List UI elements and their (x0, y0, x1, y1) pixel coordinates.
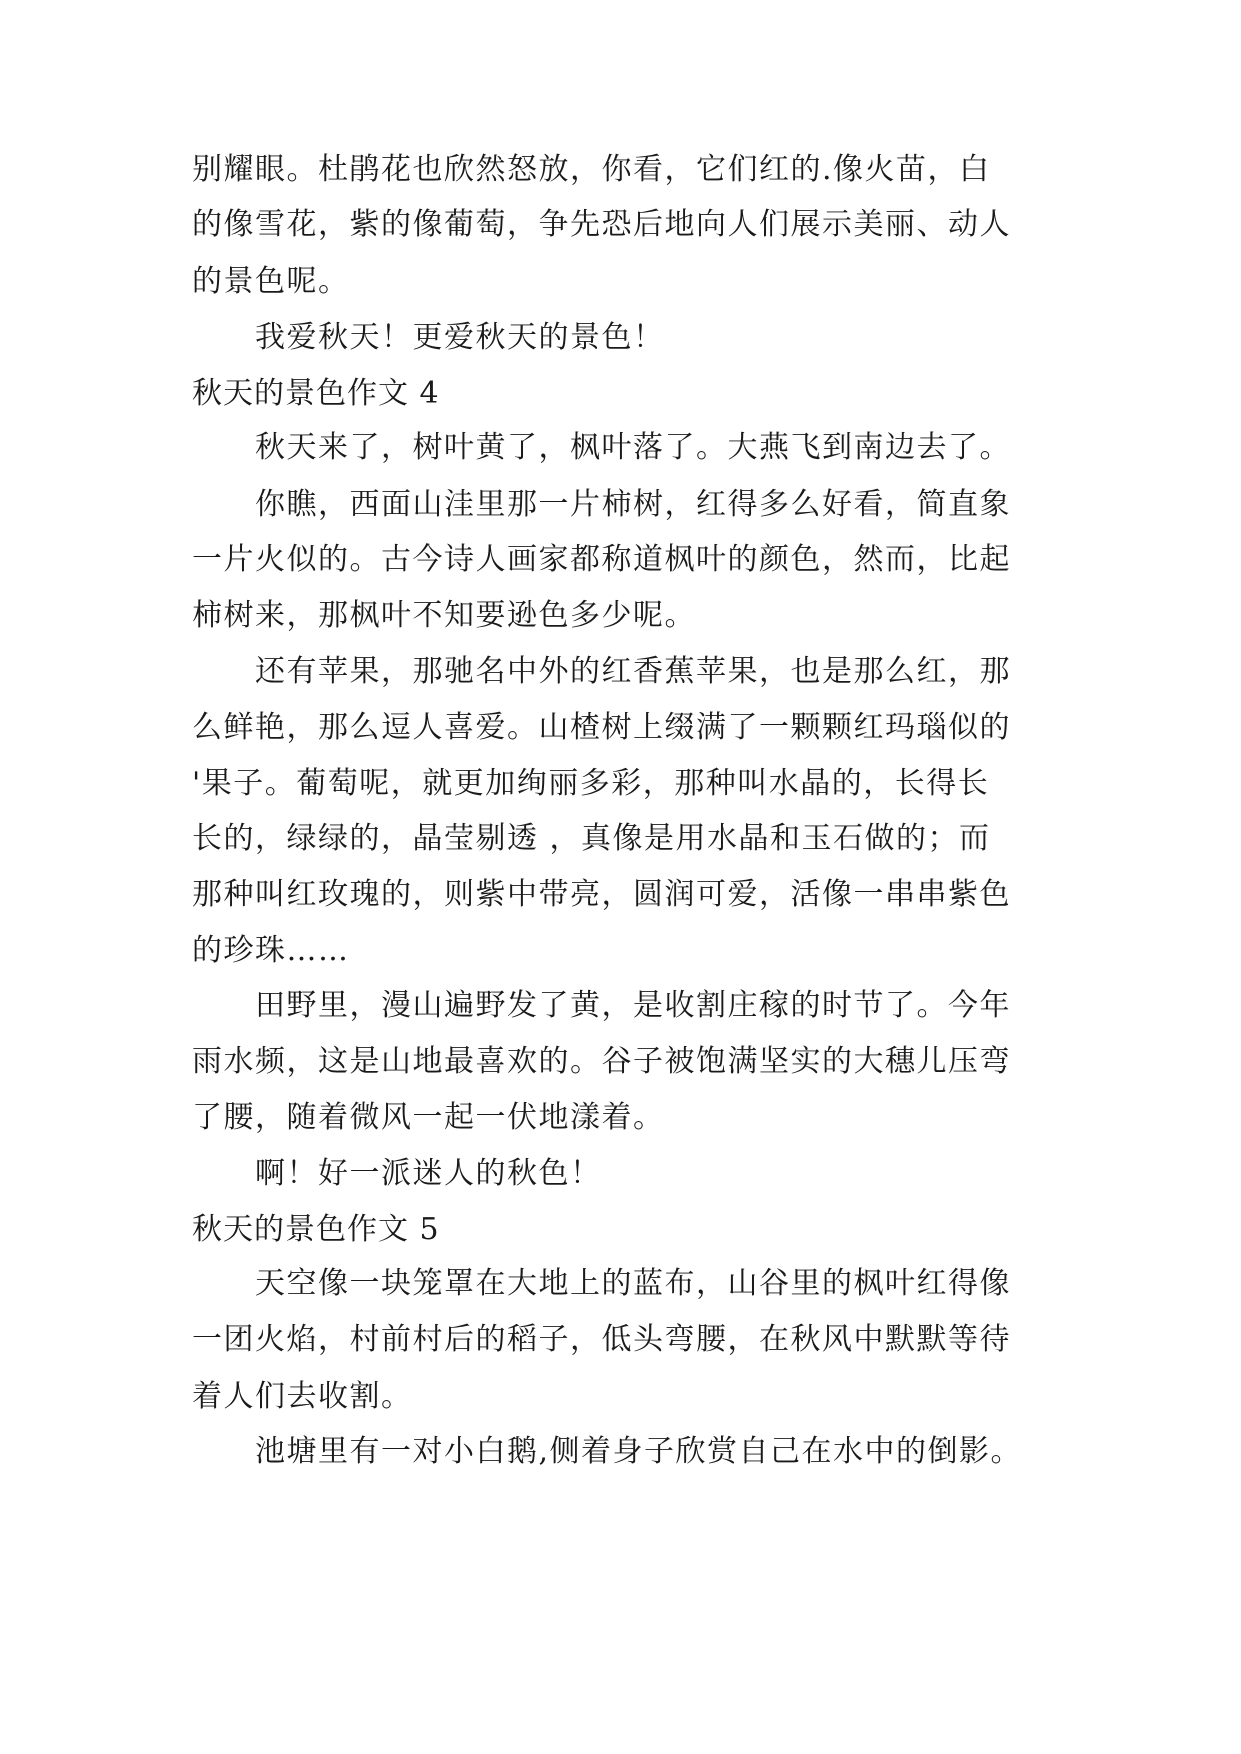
section-heading: 秋天的景色作文 5 (192, 1212, 440, 1247)
text-line: 的景色呢。 (192, 264, 350, 299)
text-line: 雨水频，这是山地最喜欢的。谷子被饱满坚实的大穗儿压弯 (192, 1044, 1011, 1079)
text-line: 着人们去收割。 (192, 1379, 413, 1414)
text-line: 的像雪花，紫的像葡萄，争先恐后地向人们展示美丽、动人 (192, 207, 1011, 242)
text-line: 么鲜艳，那么逗人喜爱。山楂树上缀满了一颗颗红玛瑙似的 (192, 710, 1011, 745)
text-line: 别耀眼。杜鹃花也欣然怒放，你看，它们红的.像火苗，白 (192, 152, 991, 187)
text-line: 的珍珠…… (192, 933, 350, 968)
text-line: 你瞧，西面山洼里那一片柿树，红得多么好看，简直象 (255, 487, 1011, 522)
text-line: 一团火焰，村前村后的稻子，低头弯腰，在秋风中默默等待 (192, 1322, 1011, 1357)
text-line: 天空像一块笼罩在大地上的蓝布，山谷里的枫叶红得像 (255, 1266, 1011, 1301)
text-line: 还有苹果，那驰名中外的红香蕉苹果，也是那么红，那 (255, 654, 1011, 689)
text-line: 我爱秋天！更爱秋天的景色！ (255, 320, 665, 355)
text-line: 那种叫红玫瑰的，则紫中带亮，圆润可爱，活像一串串紫色 (192, 877, 1011, 912)
text-line: 田野里，漫山遍野发了黄，是收割庄稼的时节了。今年 (255, 988, 1011, 1023)
text-line: 长的，绿绿的，晶莹剔透 ，真像是用水晶和玉石做的；而 (192, 821, 991, 856)
text-line: 柿树来，那枫叶不知要逊色多少呢。 (192, 598, 696, 633)
text-line: 了腰，随着微风一起一伏地漾着。 (192, 1100, 665, 1135)
text-line: 秋天来了，树叶黄了，枫叶落了。大燕飞到南边去了。 (255, 430, 1011, 465)
text-line: 一片火似的。古今诗人画家都称道枫叶的颜色，然而，比起 (192, 542, 1011, 577)
text-line: 池塘里有一对小白鹅,侧着身子欣赏自己在水中的倒影。 (255, 1434, 1023, 1469)
text-line: '果子。葡萄呢，就更加绚丽多彩，那种叫水晶的，长得长 (192, 766, 990, 801)
section-heading: 秋天的景色作文 4 (192, 376, 440, 411)
text-line: 啊！好一派迷人的秋色！ (255, 1156, 602, 1191)
